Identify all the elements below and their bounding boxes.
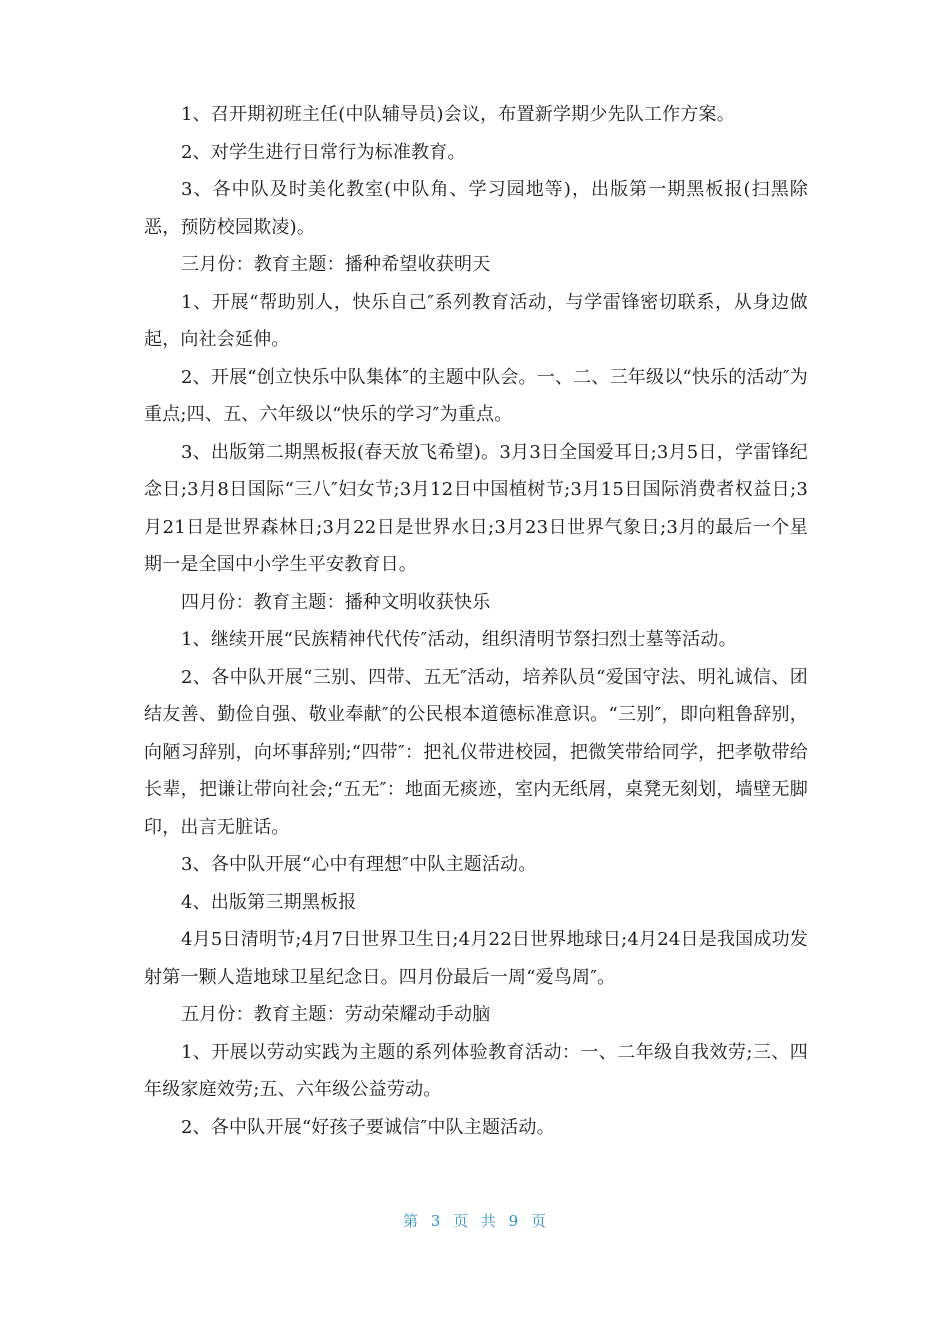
paragraph: 3、各中队及时美化教室(中队角、学习园地等)，出版第一期黑板报(扫黑除恶，预防校园欺凌)。 [144, 179, 808, 238]
paragraph: 4月5日清明节;4月7日世界卫生日;4月22日世界地球日;4月24日是我国成功发射第一颗人造地球卫星纪念日。四月份最后一周“爱鸟周″。 [144, 929, 808, 988]
section-heading: 五月份：教育主题：劳动荣耀动手动脑 [181, 1004, 491, 1025]
paragraph: 1、召开期初班主任(中队辅导员)会议，布置新学期少先队工作方案。 [181, 104, 735, 125]
paragraph: 2、开展“创立快乐中队集体″的主题中队会。一、二、三年级以“快乐的活动″为重点;四、五、六年级以“快乐的学习″为重点。 [144, 366, 808, 425]
section-heading: 三月份：教育主题：播种希望收获明天 [181, 254, 491, 275]
section-heading: 四月份：教育主题：播种文明收获快乐 [181, 591, 491, 613]
paragraph: 2、各中队开展“三别、四带、五无″活动，培养队员“爱国守法、明礼诚信、团结友善、勤俭自强、敬业奉献″的公民根本道德标准意识。“三别″，即向粗鲁辞别，向陋习辞别，向坏事辞别;“四带″：把礼仪带进校园，把微笑带给同学，把孝敬带给长辈，把谦让带向社会;“五无″：地面无痰迹，室内无纸屑，桌凳无刻划，墙壁无脚印，出言无脏话。 [144, 666, 808, 838]
paragraph: 1、继续开展“民族精神代代传″活动，组织清明节祭扫烈士墓等活动。 [181, 629, 737, 650]
paragraph: 1、开展“帮助别人，快乐自己″系列教育活动，与学雷锋密切联系，从身边做起，向社会延伸。 [144, 291, 808, 350]
document-body [144, 96, 808, 1146]
paragraph: 4、出版第三期黑板报 [181, 891, 357, 913]
paragraph: 3、出版第二期黑板报(春天放飞希望)。3月3日全国爱耳日;3月5日，学雷锋纪念日;3月8日国际“三八″妇女节;3月12日中国植树节;3月15日国际消费者权益日;3月21日是世界森林日;3月22日是世界水日;3月23日世界气象日;3月的最后一个星期一是全国中小学生平安教育日。 [144, 441, 808, 575]
paragraph: 2、各中队开展“好孩子要诚信″中队主题活动。 [181, 1116, 555, 1138]
page-number-footer: 第 3 页 共 9 页 [403, 1212, 547, 1230]
paragraph: 1、开展以劳动实践为主题的系列体验教育活动：一、二年级自我效劳;三、四年级家庭效劳;五、六年级公益劳动。 [144, 1041, 808, 1100]
paragraph: 2、对学生进行日常行为标准教育。 [181, 141, 466, 163]
paragraph: 3、各中队开展“心中有理想″中队主题活动。 [181, 854, 537, 875]
